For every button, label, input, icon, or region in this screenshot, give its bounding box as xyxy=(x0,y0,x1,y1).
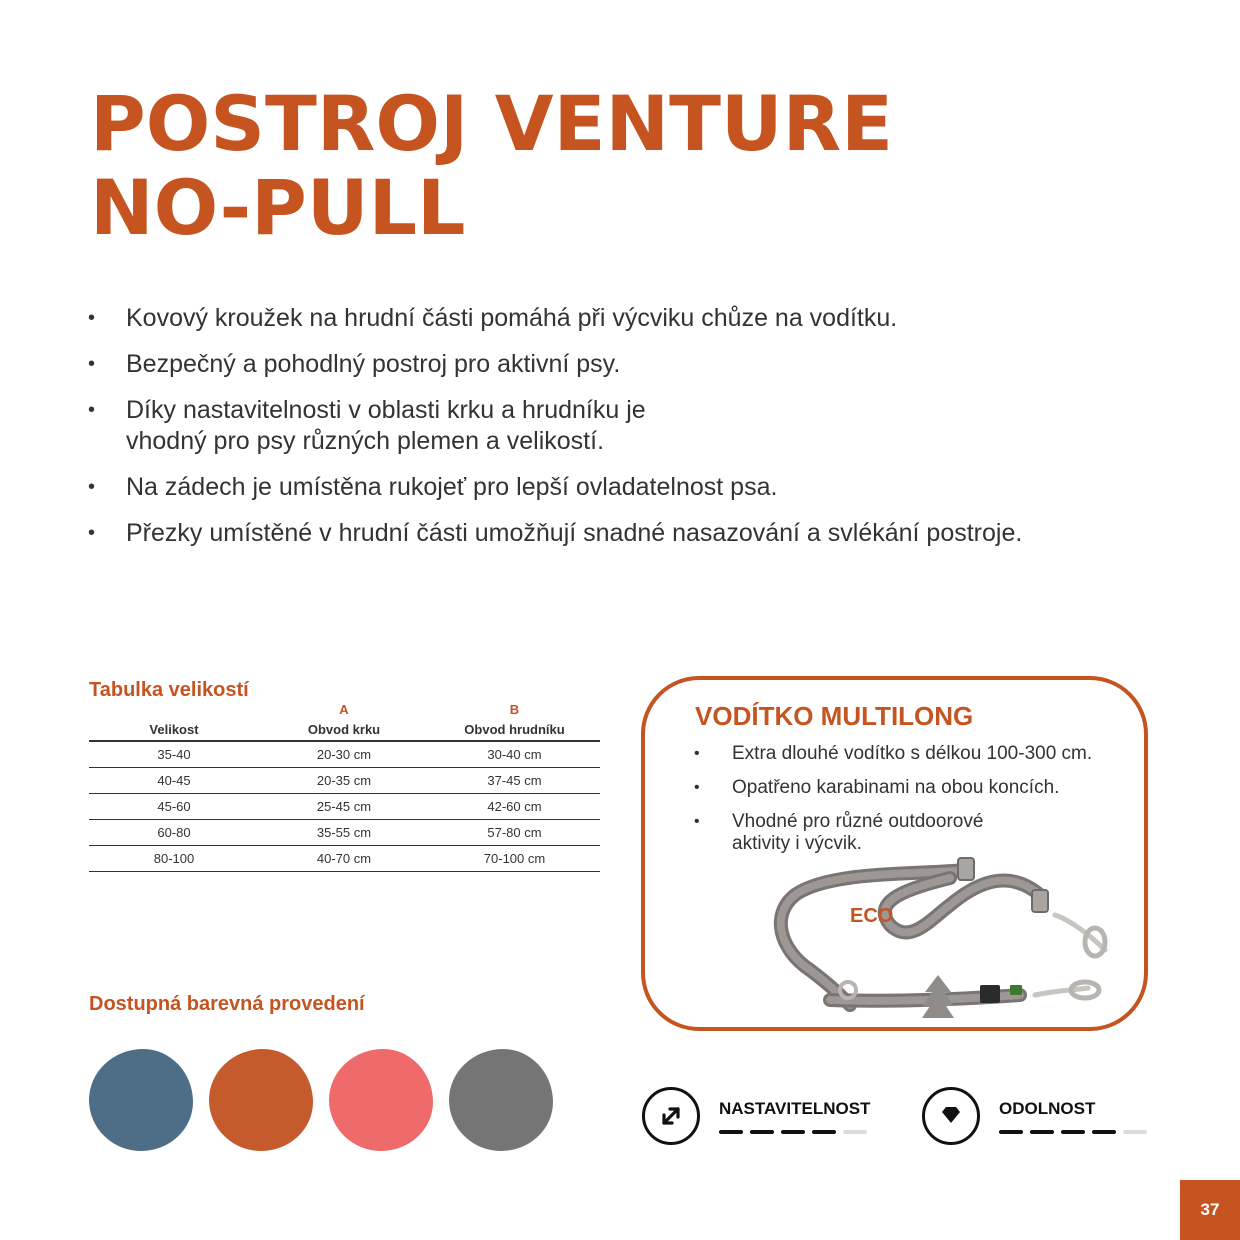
rating-bar-filled xyxy=(999,1130,1023,1134)
size-table xyxy=(89,700,600,872)
diamond-icon xyxy=(922,1087,980,1145)
rating-label: ODOLNOST xyxy=(999,1099,1096,1118)
feature-item xyxy=(88,349,1168,380)
rating-bar-filled xyxy=(1030,1130,1054,1134)
eco-label: ECO xyxy=(850,905,894,927)
page-title xyxy=(90,79,894,252)
column-header-label: Obvod krku xyxy=(307,722,381,737)
rating-adjustability xyxy=(642,1087,902,1151)
rating-durability xyxy=(922,1087,1162,1151)
table-cell: 57-80 cm xyxy=(429,820,600,846)
table-cell: 35-55 cm xyxy=(259,820,429,846)
table-cell: 40-70 cm xyxy=(259,846,429,872)
color-swatch xyxy=(89,1049,193,1151)
bullet-icon: • xyxy=(88,307,96,329)
leash-title: VODÍTKO MULTILONG xyxy=(695,701,974,731)
leash-feature-text: Extra dlouhé vodítko s délkou 100-300 cm. xyxy=(732,743,1093,764)
feature-item xyxy=(88,395,1168,457)
feature-text: Na zádech je umístěna rukojeť pro lepší ovladatelnost psa. xyxy=(126,473,778,501)
table-cell: 35-40 xyxy=(89,741,259,768)
table-cell: 25-45 cm xyxy=(259,794,429,820)
leash-feature-list xyxy=(694,743,1134,867)
bullet-icon: • xyxy=(88,522,96,544)
leash-feature-item xyxy=(694,777,1134,799)
column-header-neck xyxy=(259,700,429,741)
resize-arrows-icon xyxy=(642,1087,700,1145)
size-table-header xyxy=(89,700,600,741)
rating-bar-filled xyxy=(812,1130,836,1134)
color-swatch xyxy=(329,1049,433,1151)
leash-feature-item xyxy=(694,743,1134,765)
bullet-icon: • xyxy=(88,399,96,421)
table-row xyxy=(89,820,600,846)
leash-feature-text: Vhodné pro různé outdoorové aktivity i výcvik. xyxy=(732,811,984,854)
feature-text: Bezpečný a pohodlný postroj pro aktivní psy. xyxy=(126,350,621,378)
title-line-2: NO-PULL xyxy=(90,163,466,252)
bullet-icon: • xyxy=(88,476,96,498)
table-row xyxy=(89,794,600,820)
feature-item xyxy=(88,303,1168,334)
bullet-icon: • xyxy=(88,353,96,375)
leash-feature-text: Opatřeno karabinami na obou koncích. xyxy=(732,777,1060,798)
rating-bar-filled xyxy=(750,1130,774,1134)
rating-label: NASTAVITELNOST xyxy=(719,1099,871,1118)
column-header-size xyxy=(89,700,259,741)
rating-bar-empty xyxy=(843,1130,867,1134)
size-table-title: Tabulka velikostí xyxy=(89,679,249,701)
table-cell: 37-45 cm xyxy=(429,768,600,794)
table-cell: 45-60 xyxy=(89,794,259,820)
leash-image xyxy=(770,850,1130,1025)
table-cell: 70-100 cm xyxy=(429,846,600,872)
feature-item xyxy=(88,518,1168,549)
bullet-icon: • xyxy=(694,813,700,830)
rating-bar-filled xyxy=(781,1130,805,1134)
rating-bar-filled xyxy=(719,1130,743,1134)
feature-text: Kovový kroužek na hrudní části pomáhá při výcviku chůze na vodítku. xyxy=(126,304,898,332)
page-number: 37 xyxy=(1180,1180,1240,1240)
table-cell: 20-30 cm xyxy=(259,741,429,768)
leash-feature-item xyxy=(694,811,1134,855)
table-row xyxy=(89,768,600,794)
title-line-1: POSTROJ VENTURE xyxy=(90,79,894,168)
table-row xyxy=(89,741,600,768)
column-letter: B xyxy=(509,702,520,717)
rating-bar-empty xyxy=(1123,1130,1147,1134)
rating-bar-filled xyxy=(1061,1130,1085,1134)
color-swatch xyxy=(449,1049,553,1151)
table-cell: 42-60 cm xyxy=(429,794,600,820)
feature-list xyxy=(88,303,1168,564)
bullet-icon: • xyxy=(694,745,700,762)
bullet-icon: • xyxy=(694,779,700,796)
column-letter xyxy=(89,700,259,720)
table-cell: 40-45 xyxy=(89,768,259,794)
color-swatch xyxy=(209,1049,313,1151)
table-cell: 20-35 cm xyxy=(259,768,429,794)
table-cell: 60-80 xyxy=(89,820,259,846)
column-header-chest xyxy=(429,700,600,741)
rating-bars xyxy=(999,1130,1149,1134)
table-cell: 30-40 cm xyxy=(429,741,600,768)
rating-bars xyxy=(719,1130,869,1134)
feature-text: Díky nastavitelnosti v oblasti krku a hrudníku je vhodný pro psy různých plemen a velikostí. xyxy=(126,396,646,455)
feature-item xyxy=(88,472,1168,503)
colors-title: Dostupná barevná provedení xyxy=(89,993,365,1015)
table-cell: 80-100 xyxy=(89,846,259,872)
column-header-label: Obvod hrudníku xyxy=(464,722,565,737)
feature-text: Přezky umístěné v hrudní části umožňují snadné nasazování a svlékání postroje. xyxy=(126,519,1023,547)
rating-bar-filled xyxy=(1092,1130,1116,1134)
table-row xyxy=(89,846,600,872)
column-letter: A xyxy=(339,702,349,717)
column-header-label: Velikost xyxy=(149,722,199,737)
